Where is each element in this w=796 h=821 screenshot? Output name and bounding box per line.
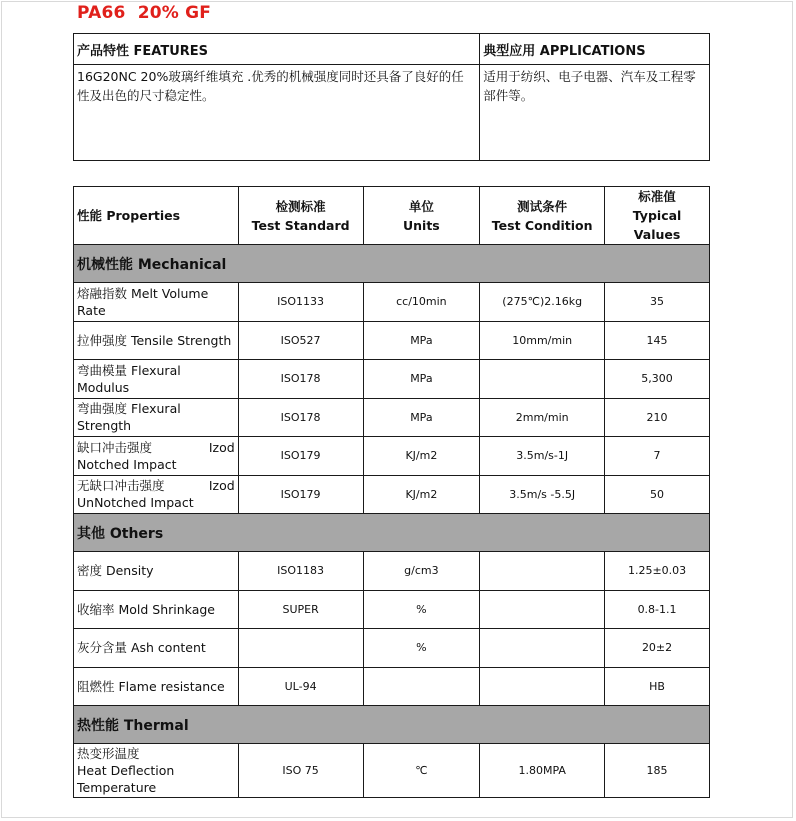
- unit-cell: %: [363, 629, 480, 668]
- value-cell: 0.8-1.1: [605, 590, 710, 629]
- table-header-row: [74, 187, 710, 245]
- section-row: [74, 245, 710, 283]
- condition-cell: 1.80MPA: [480, 744, 605, 798]
- section-title-mechanical: 机械性能 Mechanical: [74, 245, 710, 283]
- table-row: [74, 321, 710, 360]
- table-row: [74, 283, 710, 322]
- features-header: 产品特性 FEATURES: [74, 34, 480, 65]
- unit-cell: cc/10min: [363, 283, 480, 322]
- unit-cell: %: [363, 590, 480, 629]
- standard-cell: ISO179: [238, 437, 363, 476]
- table-row: [74, 437, 710, 476]
- property-name: 熔融指数 Melt Volume Rate: [74, 283, 239, 322]
- property-name: 弯曲强度 Flexural Strength: [74, 398, 239, 437]
- unit-cell: MPa: [363, 360, 480, 399]
- header-condition: 测试条件 Test Condition: [480, 187, 605, 245]
- unit-cell: KJ/m2: [363, 437, 480, 476]
- condition-cell: 10mm/min: [480, 321, 605, 360]
- condition-cell: 3.5m/s -5.5J: [480, 475, 605, 514]
- standard-cell: UL-94: [238, 667, 363, 706]
- value-cell: 185: [605, 744, 710, 798]
- value-cell: 50: [605, 475, 710, 514]
- standard-cell: ISO1133: [238, 283, 363, 322]
- property-name: 缺口冲击强度 Izod Notched Impact: [74, 437, 239, 476]
- table-row: [74, 398, 710, 437]
- applications-description: 适用于纺织、电子电器、汽车及工程零部件等。: [480, 65, 710, 161]
- value-cell: 1.25±0.03: [605, 552, 710, 591]
- standard-cell: ISO1183: [238, 552, 363, 591]
- product-title: PA66 20% GF: [77, 3, 212, 23]
- value-cell: 35: [605, 283, 710, 322]
- condition-cell: [480, 552, 605, 591]
- property-name: 收缩率 Mold Shrinkage: [74, 590, 239, 629]
- property-name: 灰分含量 Ash content: [74, 629, 239, 668]
- table-row: [74, 360, 710, 399]
- unit-cell: g/cm3: [363, 552, 480, 591]
- table-row: [74, 590, 710, 629]
- condition-cell: [480, 590, 605, 629]
- unit-cell: ℃: [363, 744, 480, 798]
- condition-cell: [480, 629, 605, 668]
- standard-cell: ISO178: [238, 398, 363, 437]
- unit-cell: [363, 667, 480, 706]
- applications-header: 典型应用 APPLICATIONS: [480, 34, 710, 65]
- property-name: 拉伸强度 Tensile Strength: [74, 321, 239, 360]
- standard-cell: ISO178: [238, 360, 363, 399]
- table-row: [74, 744, 710, 798]
- section-row: [74, 514, 710, 552]
- section-row: [74, 706, 710, 744]
- property-name: 阻燃性 Flame resistance: [74, 667, 239, 706]
- header-units: 单位 Units: [363, 187, 480, 245]
- property-name: 无缺口冲击强度 Izod UnNotched Impact: [74, 475, 239, 514]
- table-row: [74, 475, 710, 514]
- condition-cell: [480, 667, 605, 706]
- value-cell: 210: [605, 398, 710, 437]
- table-row: [74, 629, 710, 668]
- header-standard: 检测标准 Test Standard: [238, 187, 363, 245]
- header-values: 标准值 Typical Values: [605, 187, 710, 245]
- property-name: 密度 Density: [74, 552, 239, 591]
- property-name: 热变形温度 Heat Deflection Temperature: [74, 744, 239, 798]
- features-table: [73, 33, 710, 161]
- condition-cell: 3.5m/s-1J: [480, 437, 605, 476]
- condition-cell: [480, 360, 605, 399]
- value-cell: 145: [605, 321, 710, 360]
- unit-cell: MPa: [363, 398, 480, 437]
- features-description: 16G20NC 20%玻璃纤维填充 .优秀的机械强度同时还具备了良好的任性及出色的尺寸稳定性。: [74, 65, 480, 161]
- table-row: [74, 552, 710, 591]
- value-cell: HB: [605, 667, 710, 706]
- unit-cell: MPa: [363, 321, 480, 360]
- value-cell: 5,300: [605, 360, 710, 399]
- condition-cell: (275℃)2.16kg: [480, 283, 605, 322]
- unit-cell: KJ/m2: [363, 475, 480, 514]
- property-name: 弯曲模量 Flexural Modulus: [74, 360, 239, 399]
- standard-cell: SUPER: [238, 590, 363, 629]
- properties-table: [73, 186, 710, 798]
- standard-cell: ISO527: [238, 321, 363, 360]
- standard-cell: [238, 629, 363, 668]
- section-title-thermal: 热性能 Thermal: [74, 706, 710, 744]
- section-title-others: 其他 Others: [74, 514, 710, 552]
- standard-cell: ISO 75: [238, 744, 363, 798]
- standard-cell: ISO179: [238, 475, 363, 514]
- header-properties: 性能 Properties: [74, 187, 239, 245]
- table-row: [74, 667, 710, 706]
- condition-cell: 2mm/min: [480, 398, 605, 437]
- value-cell: 7: [605, 437, 710, 476]
- value-cell: 20±2: [605, 629, 710, 668]
